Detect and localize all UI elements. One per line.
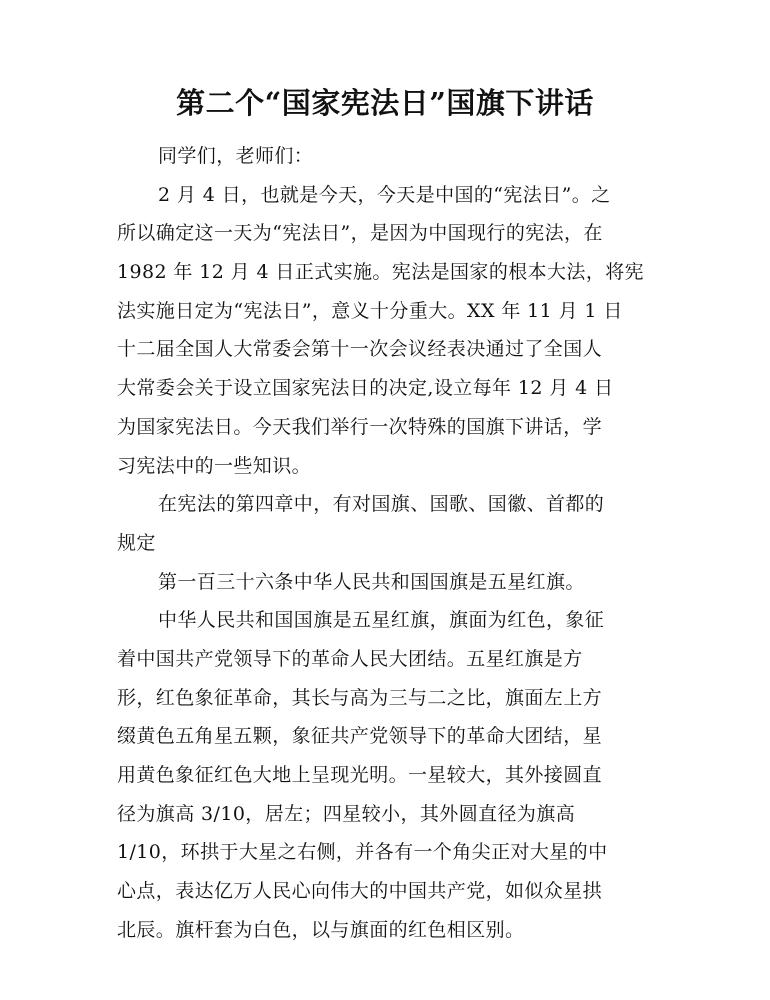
document-body <box>117 137 647 949</box>
paragraph-line: 形，红色象征革命，其长与高为三与二之比，旗面左上方 <box>117 686 603 709</box>
paragraph-line: 法实施日定为“宪法日”，意义十分重大。XX 年 11 月 1 日 <box>117 299 623 322</box>
paragraph-line: 北辰。旗杆套为白色，以与旗面的红色相区别。 <box>117 918 525 941</box>
paragraph-line: 着中国共产党领导下的革命人民大团结。五星红旗是方 <box>117 647 583 670</box>
paragraph-line: 规定 <box>117 531 156 554</box>
paragraph-line: 心点，表达亿万人民心向伟大的中国共产党，如似众星拱 <box>117 880 603 903</box>
paragraph-line: 1982 年 12 月 4 日正式实施。宪法是国家的根本大法，将宪 <box>117 261 645 284</box>
paragraph-line: 中华人民共和国国旗是五星红旗，旗面为红色，象征 <box>158 609 605 632</box>
paragraph-line: 大常委会关于设立国家宪法日的决定,设立每年 12 月 4 日 <box>117 377 614 400</box>
paragraph-line: 径为旗高 3/10，居左；四星较小，其外圆直径为旗高 <box>117 802 576 825</box>
paragraph-line: 用黄色象征红色大地上呈现光明。一星较大，其外接圆直 <box>117 764 603 786</box>
document-title: 第二个“国家宪法日”国旗下讲话 <box>176 86 594 120</box>
paragraph-line: 2 月 4 日，也就是今天，今天是中国的“宪法日”。之 <box>158 183 611 206</box>
paragraph-line: 习宪法中的一些知识。 <box>117 454 312 477</box>
paragraph-line: 1/10，环拱于大星之右侧，并各有一个角尖正对大星的中 <box>117 841 608 864</box>
paragraph-line: 十二届全国人大常委会第十一次会议经表决通过了全国人 <box>117 338 603 361</box>
paragraph-line: 在宪法的第四章中，有对国旗、国歌、国徽、首都的 <box>158 493 605 516</box>
paragraph-line: 为国家宪法日。今天我们举行一次特殊的国旗下讲话，学 <box>117 415 603 438</box>
paragraph-line: 所以确定这一天为“宪法日”，是因为中国现行的宪法，在 <box>117 222 603 245</box>
greeting-line: 同学们，老师们： <box>158 145 314 167</box>
paragraph-line: 缀黄色五角星五颗，象征共产党领导下的革命大团结，星 <box>117 725 603 748</box>
paragraph-line: 第一百三十六条中华人民共和国国旗是五星红旗。 <box>158 570 585 593</box>
